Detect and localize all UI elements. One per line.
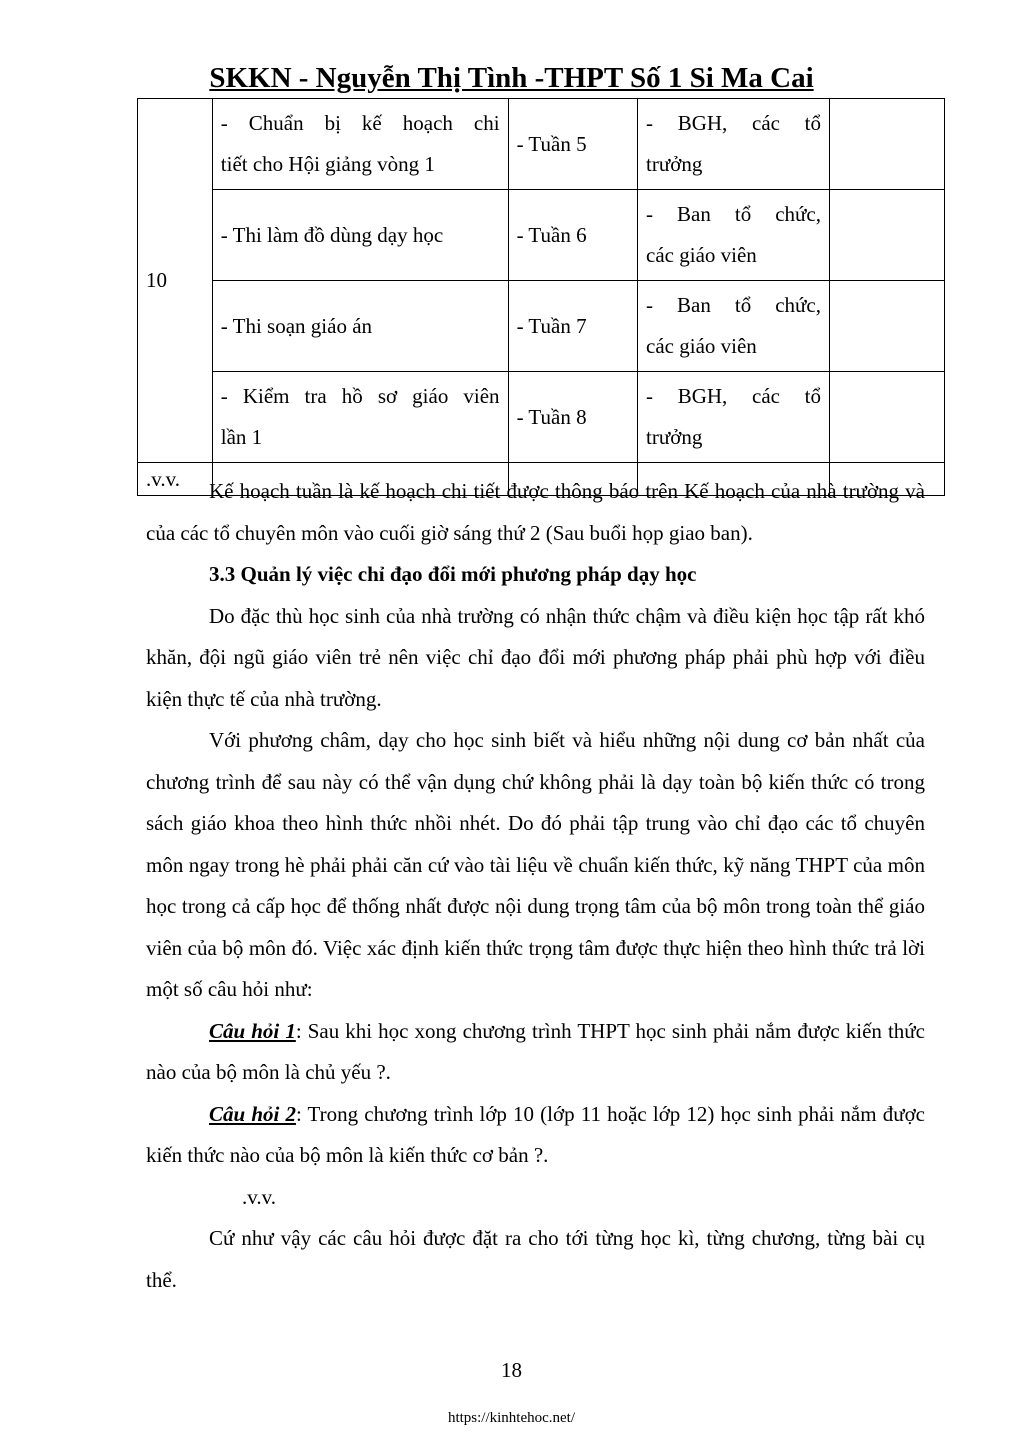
responsible-line: - Ban tổ chức, (646, 202, 821, 226)
content-cell (212, 190, 508, 281)
paragraph-context: Do đặc thù học sinh của nhà trường có nhận thức chậm và điều kiện học tập rất khó khăn, đội ngũ giáo viên trẻ nên việc chỉ đạo đổi mới phương pháp phải phù hợp với điều kiện thực tế của nhà trường. (146, 603, 925, 711)
note-cell (830, 190, 945, 281)
responsible-cell (638, 190, 830, 281)
section-heading: 3.3 Quản lý việc chỉ đạo đổi mới phương pháp dạy học (209, 562, 697, 586)
responsible-line: - Ban tổ chức, (646, 293, 821, 317)
responsible-line: - BGH, các tổ (646, 111, 821, 135)
time-cell: - Tuần 5 (508, 99, 637, 190)
time-cell: - Tuần 7 (508, 281, 637, 372)
page-number: 18 (501, 1358, 522, 1382)
paragraph-conclusion: Cứ như vậy các câu hỏi được đặt ra cho tới từng học kì, từng chương, từng bài cụ thể. (146, 1226, 925, 1292)
responsible-line: các giáo viên (646, 334, 757, 358)
content-line: lần 1 (220, 425, 263, 449)
table-row (138, 372, 945, 463)
responsible-line: trưởng (646, 152, 703, 176)
etc-cell: .v.v. (138, 463, 213, 496)
responsible-cell (638, 281, 830, 372)
content-cell (212, 372, 508, 463)
group-number-cell: 10 (138, 99, 213, 463)
responsible-line: trưởng (646, 425, 703, 449)
question-1-text: : Sau khi học xong chương trình THPT học sinh phải nắm được kiến thức nào của bộ môn là chủ yếu ?. (146, 1018, 926, 1084)
plan-table (137, 98, 945, 496)
table-row (138, 190, 945, 281)
responsible-cell (638, 99, 830, 190)
body-text (146, 471, 925, 1301)
etc-line: .v.v. (242, 1184, 277, 1209)
paragraph-weekly-plan: Kế hoạch tuần là kế hoạch chi tiết được thông báo trên Kế hoạch của nhà trường và của các tổ chuyên môn vào cuối giờ sáng thứ 2 (Sau buổi họp giao ban). (146, 479, 925, 545)
time-cell: - Tuần 6 (508, 190, 637, 281)
question-1-label: Câu hỏi 1 (209, 1018, 296, 1043)
table-row (138, 99, 945, 190)
content-line: - Kiểm tra hồ sơ giáo viên (220, 384, 500, 408)
note-cell (830, 281, 945, 372)
responsible-line: các giáo viên (646, 243, 757, 267)
question-1 (146, 1011, 925, 1094)
note-cell (830, 99, 945, 190)
content-cell (212, 99, 508, 190)
note-cell (830, 372, 945, 463)
paragraph-principle: Với phương châm, dạy cho học sinh biết và hiểu những nội dung cơ bản nhất của chương trình để sau này có thể vận dụng chứ không phải là dạy toàn bộ kiến thức có trong sách giáo khoa theo hình thức nhồi nhét. Do đó phải tập trung vào chỉ đạo các tổ chuyên môn ngay trong hè phải phải căn cứ vào tài liệu về chuẩn kiến thức, kỹ năng THPT của môn học trong cả cấp học để thống nhất được nội dung trọng tâm của bộ môn trong toàn thể giáo viên của bộ môn đó. Việc xác định kiến thức trọng tâm được thực hiện theo hình thức trả lời một số câu hỏi như: (146, 728, 925, 1001)
footer-url: https://kinhtehoc.net/ (447, 1410, 576, 1426)
page-header-title: SKKN - Nguyễn Thị Tình -THPT Số 1 Si Ma Cai (209, 62, 814, 94)
content-line: - Thi làm đồ dùng dạy học (220, 222, 444, 247)
content-line: - Thi soạn giáo án (220, 313, 373, 338)
time-cell: - Tuần 8 (508, 372, 637, 463)
question-2-text: : Trong chương trình lớp 10 (lớp 11 hoặc lớp 12) học sinh phải nắm được kiến thức nào của bộ môn là kiến thức cơ bản ?. (146, 1101, 926, 1167)
content-cell (212, 281, 508, 372)
question-2 (146, 1094, 925, 1177)
table-row (138, 281, 945, 372)
responsible-cell (638, 372, 830, 463)
responsible-line: - BGH, các tổ (646, 384, 821, 408)
question-2-label: Câu hỏi 2 (209, 1101, 296, 1126)
content-line: - Chuẩn bị kế hoạch chi (220, 111, 500, 135)
content-line: tiết cho Hội giảng vòng 1 (220, 152, 435, 176)
